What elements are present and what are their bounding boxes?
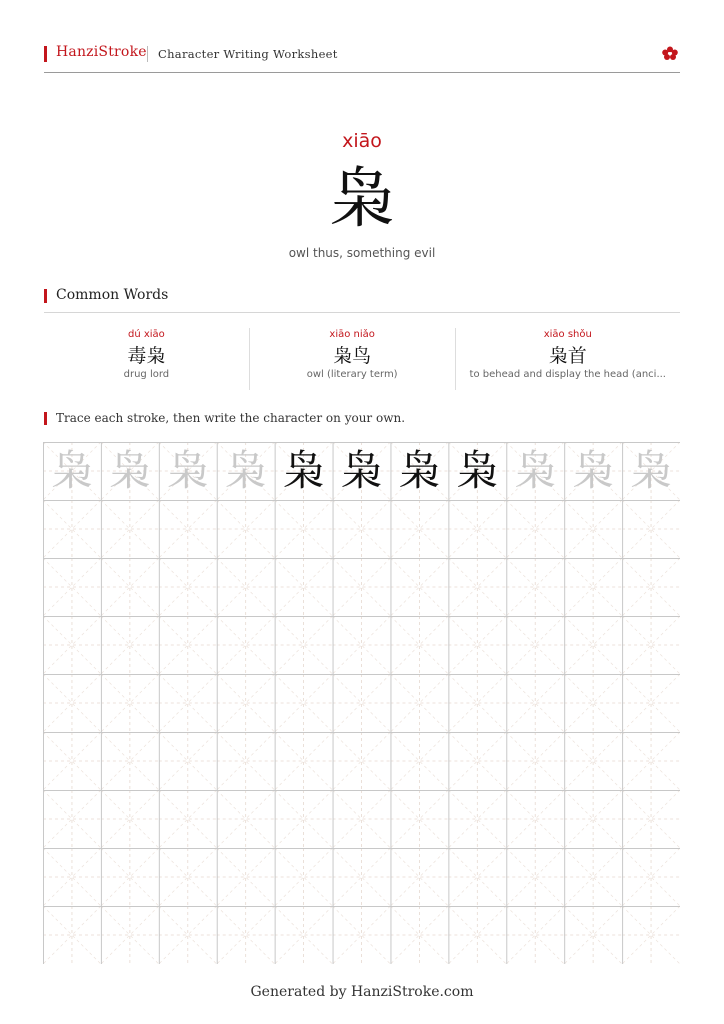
word-item: [44, 328, 249, 390]
stroke-order-character: 枭: [166, 446, 209, 495]
instruction-accent-bar: [44, 412, 47, 425]
plum-blossom-icon: [662, 46, 678, 60]
word-meaning: to behead and display the head (anci...: [469, 369, 666, 380]
instruction-text: Trace each stroke, then write the character on your own.: [56, 411, 406, 425]
word-pinyin: dú xiāo: [127, 329, 165, 340]
stroke-order-character: 枭: [514, 446, 557, 495]
practice-grid[interactable]: [43, 442, 680, 964]
stroke-order-character: 枭: [282, 446, 325, 495]
header-divider: [147, 46, 148, 62]
word-meaning: drug lord: [123, 369, 170, 380]
section-accent-bar: [44, 289, 47, 303]
word-hanzi: 枭首: [548, 345, 587, 367]
word-item: [249, 328, 455, 390]
word-pinyin: xiāo shǒu: [543, 329, 592, 340]
word-pinyin: xiāo niǎo: [329, 329, 375, 340]
stroke-order-character: 枭: [398, 446, 441, 495]
stroke-order-character: 枭: [456, 446, 499, 495]
worksheet-subtitle: Character Writing Worksheet: [158, 47, 338, 61]
common-words-title: Common Words: [56, 287, 169, 303]
stroke-order-character: 枭: [108, 446, 151, 495]
brand-name[interactable]: HanziStroke: [56, 44, 147, 60]
character-meaning: owl thus, something evil: [288, 246, 436, 260]
worksheet-header: [44, 42, 680, 73]
common-words-heading: [44, 288, 680, 313]
character-pinyin: xiāo: [342, 130, 382, 152]
stroke-order-character: 枭: [630, 446, 673, 495]
main-character: 枭: [329, 160, 395, 237]
word-item: [455, 328, 680, 390]
word-hanzi: 枭鸟: [333, 345, 372, 367]
stroke-order-character: 枭: [572, 446, 615, 495]
word-meaning: owl (literary term): [306, 369, 398, 380]
word-hanzi: 毒枭: [127, 345, 166, 367]
stroke-order-character: 枭: [340, 446, 383, 495]
stroke-order-character: 枭: [50, 446, 93, 495]
brand-accent-bar: [44, 46, 47, 62]
common-words-list: [44, 328, 680, 390]
stroke-order-character: 枭: [224, 446, 267, 495]
footer-credit: Generated by HanziStroke.com: [250, 984, 474, 1000]
tian-mi-grid: [43, 442, 680, 964]
